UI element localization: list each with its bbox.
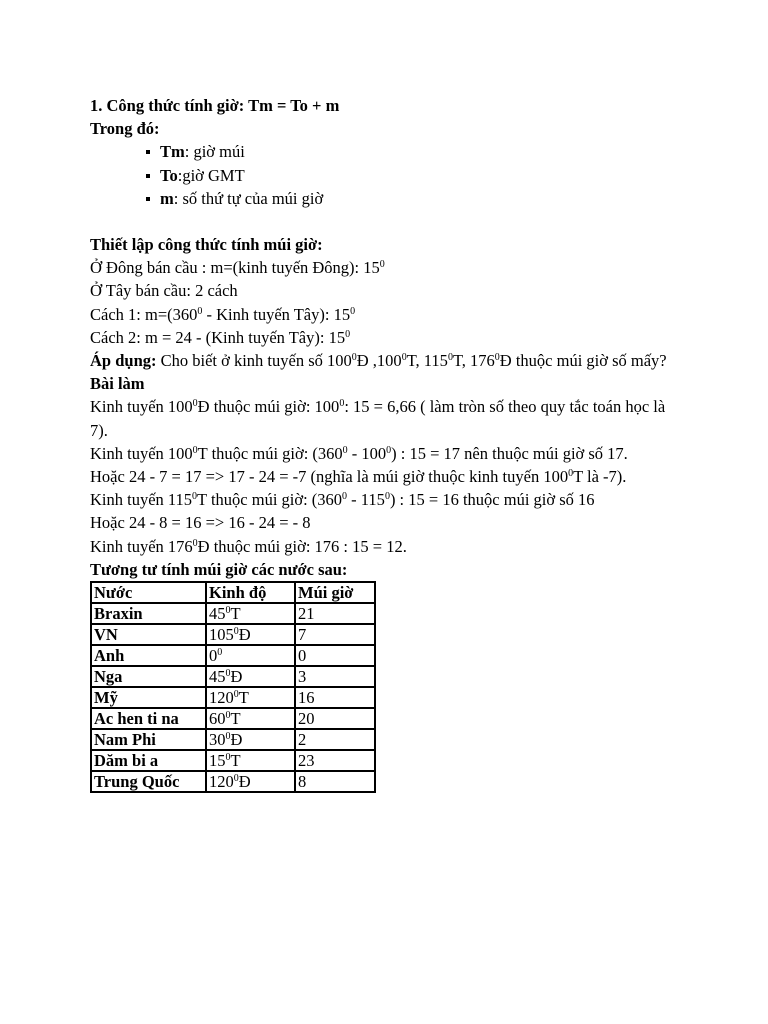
solution-line-5: Hoặc 24 - 8 = 16 => 16 - 24 = - 8	[90, 513, 311, 533]
setup-heading: Thiết lập công thức tính múi giờ:	[90, 235, 323, 255]
cell-longitude: $120^0Đ$	[206, 771, 295, 792]
table-row	[91, 687, 375, 708]
cell-longitude: $45^0T$	[206, 603, 295, 624]
cell-country: Ac hen ti na	[91, 708, 206, 729]
cell-longitude: $0^0$	[206, 645, 295, 666]
solution-line-6: Kinh tuyến $176^0Đ$ thuộc múi giờ: 176 : 15 = 12.	[90, 536, 407, 556]
table-row	[91, 645, 375, 666]
cell-timezone: 3	[295, 666, 375, 687]
cell-country: Dăm bi a	[91, 750, 206, 771]
cell-longitude: $30^0Đ$	[206, 729, 295, 750]
east-rule: Ở Đông bán cầu : m=(kinh tuyến Đông): $15^0$	[90, 258, 385, 278]
cell-timezone: 20	[295, 708, 375, 729]
cell-country: Nam Phi	[91, 729, 206, 750]
cell-timezone: 7	[295, 624, 375, 645]
cell-country: Nga	[91, 666, 206, 687]
cell-longitude: $120^0T$	[206, 687, 295, 708]
solution-line-1: Kinh tuyến $100^0Đ$ thuộc múi giờ: $100^0$: 15 = 6,66 ( làm tròn số theo quy tắc toán học là 7).	[90, 397, 666, 440]
header-timezone: Múi giờ	[295, 582, 375, 603]
way-one: Cách 1: $m=(360^0$ - Kinh tuyến Tây): $15^0$	[90, 304, 356, 324]
cell-timezone: 2	[295, 729, 375, 750]
cell-timezone: 0	[295, 645, 375, 666]
table-row	[91, 771, 375, 792]
header-longitude: Kinh độ	[206, 582, 295, 603]
table-header-row	[91, 582, 375, 603]
cell-longitude: $60^0T$	[206, 708, 295, 729]
solution-line-4: Kinh tuyến $115^0T$ thuộc múi giờ: $(360^0 - 115^0)$ : 15 = 16 thuộc múi giờ số 16	[90, 490, 595, 510]
cell-country: Braxin	[91, 603, 206, 624]
cell-country: Anh	[91, 645, 206, 666]
west-intro: Ở Tây bán cầu: 2 cách	[90, 281, 238, 301]
apply-question: Áp dụng: Cho biết ở kinh tuyến số $100^0Đ$ ,100$^0$T, $115^0T$, $176^0Đ$ thuộc múi giờ số mấy?	[90, 351, 667, 371]
table-title: Tương tư tính múi giờ các nước sau:	[90, 559, 348, 579]
cell-country: Trung Quốc	[91, 771, 206, 792]
cell-longitude: $105^0Đ$	[206, 624, 295, 645]
formula-heading: 1. Công thức tính giờ: Tm = To + m	[90, 96, 340, 115]
cell-longitude: $45^0Đ$	[206, 666, 295, 687]
table-row	[91, 666, 375, 687]
definition-item: Tm: giờ múi	[146, 140, 690, 163]
definition-item: To:giờ GMT	[146, 164, 690, 187]
definition-item: m: số thứ tự của múi giờ	[146, 187, 690, 210]
definition-list	[90, 140, 690, 210]
timezone-table	[90, 581, 376, 793]
way-two: Cách 2: m = 24 - (Kinh tuyến Tây): $15^0$	[90, 327, 351, 347]
cell-timezone: 23	[295, 750, 375, 771]
table-row	[91, 603, 375, 624]
table-row	[91, 729, 375, 750]
cell-longitude: $15^0T$	[206, 750, 295, 771]
where-label: Trong đó:	[90, 119, 160, 139]
cell-timezone: 16	[295, 687, 375, 708]
solution-line-3: Hoặc 24 - 7 = 17 => 17 - 24 = -7 (nghĩa là múi giờ thuộc kinh tuyến $100^0T$ là -7).	[90, 467, 627, 487]
solution-label: Bài làm	[90, 374, 145, 394]
table-row	[91, 708, 375, 729]
document-content	[90, 94, 690, 793]
cell-timezone: 8	[295, 771, 375, 792]
cell-country: Mỹ	[91, 687, 206, 708]
solution-line-2: Kinh tuyến $100^0T$ thuộc múi giờ: $(360^0 - 100^0)$ : 15 = 17 nên thuộc múi giờ số 17.	[90, 443, 628, 463]
table-row	[91, 624, 375, 645]
table-row	[91, 750, 375, 771]
header-country: Nước	[91, 582, 206, 603]
cell-country: VN	[91, 624, 206, 645]
cell-timezone: 21	[295, 603, 375, 624]
